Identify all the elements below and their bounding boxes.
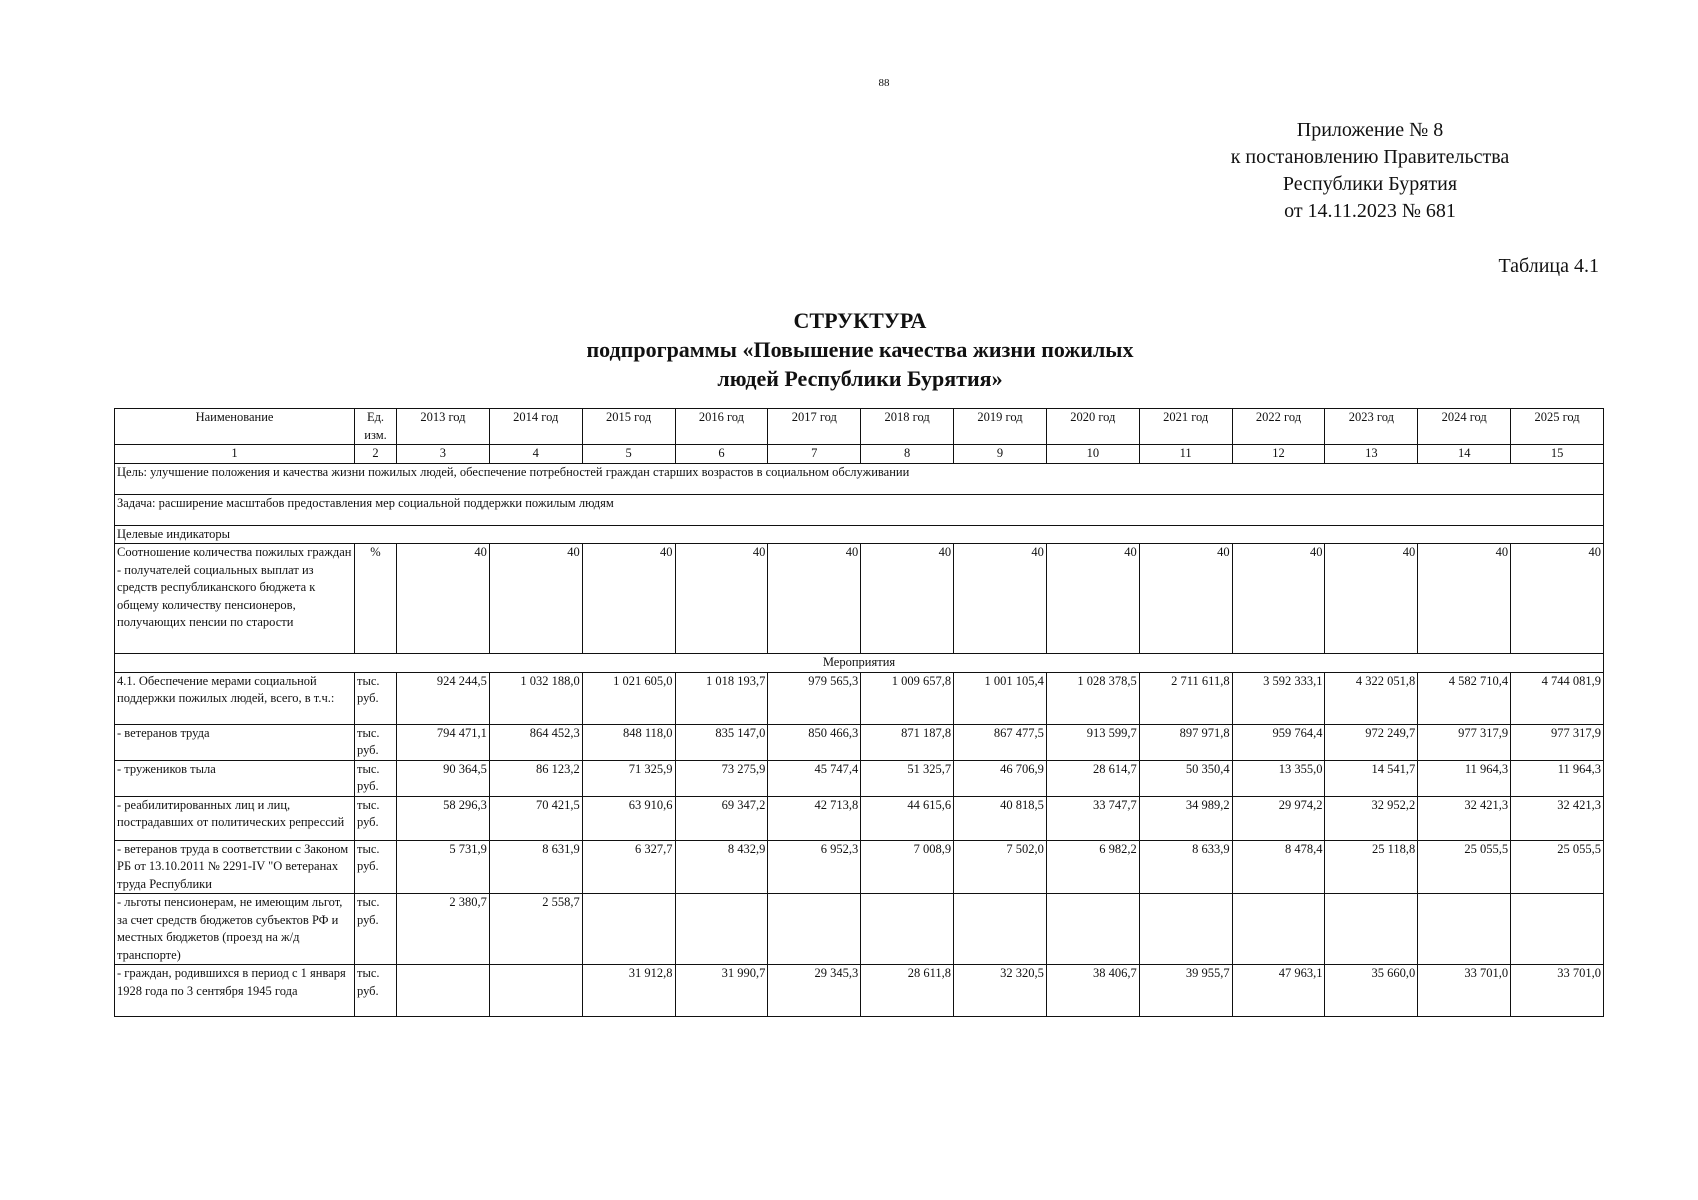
row-name: - льготы пенсионерам, не имеющим льгот, за счет средств бюджетов субъектов РФ и местных бюджетов (проезд на ж/д транспорте) <box>115 894 355 965</box>
table-row <box>115 840 1604 894</box>
row-name: 4.1. Обеспечение мерами социальной поддержки пожилых людей, всего, в т.ч.: <box>115 672 355 724</box>
value-cell: 73 275,9 <box>675 760 768 796</box>
value-cell <box>1046 894 1139 965</box>
value-cell: 1 001 105,4 <box>954 672 1047 724</box>
value-cell <box>582 894 675 965</box>
value-cell: 8 432,9 <box>675 840 768 894</box>
column-number: 13 <box>1325 445 1418 464</box>
indicator-value: 40 <box>1511 544 1604 654</box>
table-row <box>115 672 1604 724</box>
header-row <box>115 409 1604 445</box>
appendix-line: Республики Бурятия <box>1282 173 1458 195</box>
header-cell: 2014 год <box>489 409 582 445</box>
task-row <box>115 494 1604 525</box>
value-cell <box>397 965 490 1017</box>
value-cell: 1 028 378,5 <box>1046 672 1139 724</box>
value-cell: 32 952,2 <box>1325 796 1418 840</box>
value-cell: 31 990,7 <box>675 965 768 1017</box>
value-cell: 979 565,3 <box>768 672 861 724</box>
value-cell: 39 955,7 <box>1139 965 1232 1017</box>
indicator-value: 40 <box>582 544 675 654</box>
value-cell: 71 325,9 <box>582 760 675 796</box>
value-cell: 2 711 611,8 <box>1139 672 1232 724</box>
column-number: 1 <box>115 445 355 464</box>
value-cell: 35 660,0 <box>1325 965 1418 1017</box>
indicator-row <box>115 544 1604 654</box>
value-cell: 924 244,5 <box>397 672 490 724</box>
row-unit: тыс. руб. <box>355 796 397 840</box>
value-cell: 69 347,2 <box>675 796 768 840</box>
indicators-label-row <box>115 525 1604 544</box>
table-row <box>115 796 1604 840</box>
header-cell: 2022 год <box>1232 409 1325 445</box>
value-cell: 8 631,9 <box>489 840 582 894</box>
value-cell <box>489 965 582 1017</box>
indicator-value: 40 <box>397 544 490 654</box>
indicator-value: 40 <box>861 544 954 654</box>
row-unit: тыс. руб. <box>355 894 397 965</box>
column-number: 2 <box>355 445 397 464</box>
value-cell: 6 982,2 <box>1046 840 1139 894</box>
column-number: 5 <box>582 445 675 464</box>
value-cell: 977 317,9 <box>1418 724 1511 760</box>
appendix-line: от 14.11.2023 № 681 <box>1284 200 1456 222</box>
row-name: - реабилитированных лиц и лиц, пострадавших от политических репрессий <box>115 796 355 840</box>
value-cell: 864 452,3 <box>489 724 582 760</box>
value-cell: 14 541,7 <box>1325 760 1418 796</box>
header-cell: 2015 год <box>582 409 675 445</box>
indicator-unit: % <box>355 544 397 654</box>
value-cell: 2 558,7 <box>489 894 582 965</box>
measures-label-row <box>115 654 1604 673</box>
value-cell: 90 364,5 <box>397 760 490 796</box>
column-number: 14 <box>1418 445 1511 464</box>
table-row <box>115 760 1604 796</box>
row-unit: тыс. руб. <box>355 724 397 760</box>
value-cell: 31 912,8 <box>582 965 675 1017</box>
table-row <box>115 894 1604 965</box>
measures-label: Мероприятия <box>115 654 1604 673</box>
header-cell: 2019 год <box>954 409 1047 445</box>
column-number: 10 <box>1046 445 1139 464</box>
row-unit: тыс. руб. <box>355 672 397 724</box>
value-cell: 848 118,0 <box>582 724 675 760</box>
column-number: 8 <box>861 445 954 464</box>
indicator-value: 40 <box>1046 544 1139 654</box>
value-cell: 835 147,0 <box>675 724 768 760</box>
value-cell: 3 592 333,1 <box>1232 672 1325 724</box>
indicator-value: 40 <box>954 544 1047 654</box>
value-cell: 28 614,7 <box>1046 760 1139 796</box>
value-cell: 897 971,8 <box>1139 724 1232 760</box>
value-cell: 4 744 081,9 <box>1511 672 1604 724</box>
value-cell: 29 974,2 <box>1232 796 1325 840</box>
indicator-value: 40 <box>1232 544 1325 654</box>
value-cell: 1 018 193,7 <box>675 672 768 724</box>
appendix-line: к постановлению Правительства <box>1230 146 1510 168</box>
value-cell: 32 421,3 <box>1511 796 1604 840</box>
row-name: - граждан, родившихся в период с 1 января 1928 года по 3 сентября 1945 года <box>115 965 355 1017</box>
title-line: СТРУКТУРА <box>793 308 927 333</box>
page-number: 88 <box>878 77 890 89</box>
value-cell <box>1232 894 1325 965</box>
value-cell: 6 952,3 <box>768 840 861 894</box>
row-name: - ветеранов труда <box>115 724 355 760</box>
header-cell: 2021 год <box>1139 409 1232 445</box>
value-cell: 871 187,8 <box>861 724 954 760</box>
header-cell: 2024 год <box>1418 409 1511 445</box>
value-cell <box>1139 894 1232 965</box>
column-number: 15 <box>1511 445 1604 464</box>
value-cell: 38 406,7 <box>1046 965 1139 1017</box>
value-cell: 11 964,3 <box>1418 760 1511 796</box>
value-cell: 977 317,9 <box>1511 724 1604 760</box>
value-cell <box>954 894 1047 965</box>
value-cell: 4 322 051,8 <box>1325 672 1418 724</box>
column-number: 3 <box>397 445 490 464</box>
row-unit: тыс. руб. <box>355 840 397 894</box>
value-cell: 25 118,8 <box>1325 840 1418 894</box>
column-number-row <box>115 445 1604 464</box>
indicators-label: Целевые индикаторы <box>115 525 1604 544</box>
column-number: 6 <box>675 445 768 464</box>
value-cell: 25 055,5 <box>1511 840 1604 894</box>
value-cell <box>675 894 768 965</box>
value-cell: 32 320,5 <box>954 965 1047 1017</box>
value-cell: 794 471,1 <box>397 724 490 760</box>
value-cell: 58 296,3 <box>397 796 490 840</box>
value-cell: 45 747,4 <box>768 760 861 796</box>
indicator-value: 40 <box>1418 544 1511 654</box>
value-cell: 34 989,2 <box>1139 796 1232 840</box>
value-cell: 850 466,3 <box>768 724 861 760</box>
value-cell: 5 731,9 <box>397 840 490 894</box>
value-cell: 70 421,5 <box>489 796 582 840</box>
header-cell: 2025 год <box>1511 409 1604 445</box>
value-cell <box>768 894 861 965</box>
structure-table <box>114 408 1604 1017</box>
table-row <box>115 724 1604 760</box>
header-cell: 2013 год <box>397 409 490 445</box>
appendix-block <box>1220 117 1520 225</box>
value-cell: 1 032 188,0 <box>489 672 582 724</box>
value-cell: 29 345,3 <box>768 965 861 1017</box>
value-cell: 6 327,7 <box>582 840 675 894</box>
indicator-value: 40 <box>675 544 768 654</box>
value-cell: 33 747,7 <box>1046 796 1139 840</box>
value-cell: 13 355,0 <box>1232 760 1325 796</box>
column-number: 4 <box>489 445 582 464</box>
value-cell: 1 009 657,8 <box>861 672 954 724</box>
value-cell: 8 633,9 <box>1139 840 1232 894</box>
value-cell: 86 123,2 <box>489 760 582 796</box>
title-line: людей Республики Бурятия» <box>717 366 1003 391</box>
value-cell: 51 325,7 <box>861 760 954 796</box>
column-number: 9 <box>954 445 1047 464</box>
indicator-value: 40 <box>1325 544 1418 654</box>
title-line: подпрограммы «Повышение качества жизни пожилых <box>586 337 1134 362</box>
value-cell: 25 055,5 <box>1418 840 1511 894</box>
value-cell: 63 910,6 <box>582 796 675 840</box>
header-cell: Ед. изм. <box>355 409 397 445</box>
value-cell <box>1325 894 1418 965</box>
header-cell: 2023 год <box>1325 409 1418 445</box>
value-cell: 867 477,5 <box>954 724 1047 760</box>
value-cell: 959 764,4 <box>1232 724 1325 760</box>
value-cell: 972 249,7 <box>1325 724 1418 760</box>
value-cell: 33 701,0 <box>1418 965 1511 1017</box>
column-number: 12 <box>1232 445 1325 464</box>
column-number: 7 <box>768 445 861 464</box>
value-cell <box>1511 894 1604 965</box>
indicator-value: 40 <box>768 544 861 654</box>
row-name: - тружеников тыла <box>115 760 355 796</box>
value-cell <box>861 894 954 965</box>
value-cell: 4 582 710,4 <box>1418 672 1511 724</box>
document-title <box>460 306 1260 393</box>
table-label: Таблица 4.1 <box>1498 255 1599 277</box>
header-cell: 2018 год <box>861 409 954 445</box>
value-cell: 913 599,7 <box>1046 724 1139 760</box>
value-cell: 11 964,3 <box>1511 760 1604 796</box>
value-cell: 33 701,0 <box>1511 965 1604 1017</box>
row-unit: тыс. руб. <box>355 965 397 1017</box>
row-name: - ветеранов труда в соответствии с Законом РБ от 13.10.2011 № 2291-IV "О ветеранах труда Республики <box>115 840 355 894</box>
table-row <box>115 965 1604 1017</box>
header-cell: 2016 год <box>675 409 768 445</box>
value-cell: 50 350,4 <box>1139 760 1232 796</box>
value-cell: 1 021 605,0 <box>582 672 675 724</box>
header-cell: 2017 год <box>768 409 861 445</box>
value-cell: 32 421,3 <box>1418 796 1511 840</box>
value-cell: 2 380,7 <box>397 894 490 965</box>
value-cell: 7 502,0 <box>954 840 1047 894</box>
column-number: 11 <box>1139 445 1232 464</box>
value-cell: 8 478,4 <box>1232 840 1325 894</box>
row-unit: тыс. руб. <box>355 760 397 796</box>
indicator-value: 40 <box>489 544 582 654</box>
value-cell: 46 706,9 <box>954 760 1047 796</box>
indicator-value: 40 <box>1139 544 1232 654</box>
value-cell: 42 713,8 <box>768 796 861 840</box>
value-cell: 47 963,1 <box>1232 965 1325 1017</box>
appendix-line: Приложение № 8 <box>1296 119 1444 141</box>
header-cell: Наименование <box>115 409 355 445</box>
value-cell: 7 008,9 <box>861 840 954 894</box>
task-text: Задача: расширение масштабов предоставления мер социальной поддержки пожилым людям <box>115 494 1604 525</box>
goal-text: Цель: улучшение положения и качества жизни пожилых людей, обеспечение потребностей граждан старших возрастов в социальном обслуживании <box>115 463 1604 494</box>
value-cell: 44 615,6 <box>861 796 954 840</box>
header-cell: 2020 год <box>1046 409 1139 445</box>
value-cell <box>1418 894 1511 965</box>
value-cell: 28 611,8 <box>861 965 954 1017</box>
goal-row <box>115 463 1604 494</box>
value-cell: 40 818,5 <box>954 796 1047 840</box>
indicator-name: Соотношение количества пожилых граждан - получателей социальных выплат из средств республиканского бюджета к общему количеству пенсионеров, получающих пенсии по старости <box>115 544 355 654</box>
